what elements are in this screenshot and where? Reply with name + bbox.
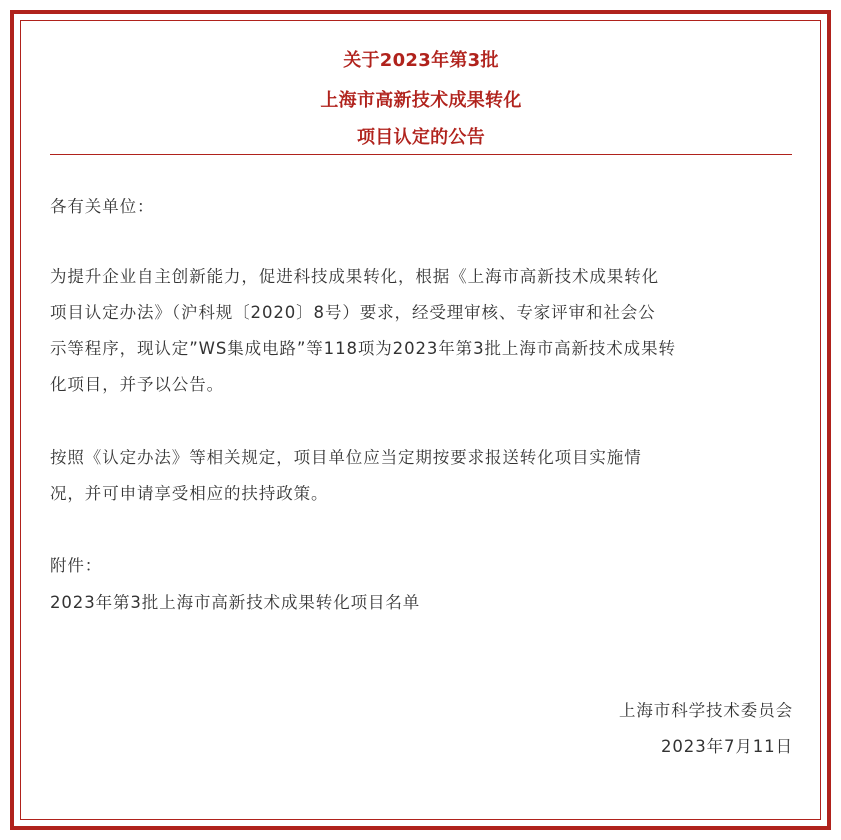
paragraph2-line: 按照《认定办法》等相关规定，项目单位应当定期按要求报送转化项目实施情 bbox=[50, 448, 642, 467]
salutation: 各有关单位： bbox=[50, 197, 155, 216]
title-line-3: 项目认定的公告 bbox=[356, 127, 486, 148]
attachment-label: 附件： bbox=[50, 556, 103, 575]
attachment-item: 2023年第3批上海市高新技术成果转化项目名单 bbox=[50, 593, 421, 612]
title-line-2: 上海市高新技术成果转化 bbox=[320, 90, 522, 111]
title-line-1: 关于2023年第3批 bbox=[343, 50, 499, 71]
issuer: 上海市科学技术委员会 bbox=[619, 701, 793, 720]
paragraph1-line: 化项目，并予以公告。 bbox=[50, 375, 224, 394]
date: 2023年7月11日 bbox=[661, 737, 793, 756]
paragraph1-line: 项目认定办法》（沪科规〔2020〕8号）要求，经受理审核、专家评审和社会公 bbox=[50, 303, 656, 322]
title-divider bbox=[50, 154, 792, 155]
paragraph1-line: 示等程序，现认定”WS集成电路”等118项为2023年第3批上海市高新技术成果转 bbox=[50, 339, 676, 358]
paragraph2-line: 况，并可申请享受相应的扶持政策。 bbox=[50, 484, 329, 503]
paragraph1-line: 为提升企业自主创新能力，促进科技成果转化，根据《上海市高新技术成果转化 bbox=[50, 267, 659, 286]
